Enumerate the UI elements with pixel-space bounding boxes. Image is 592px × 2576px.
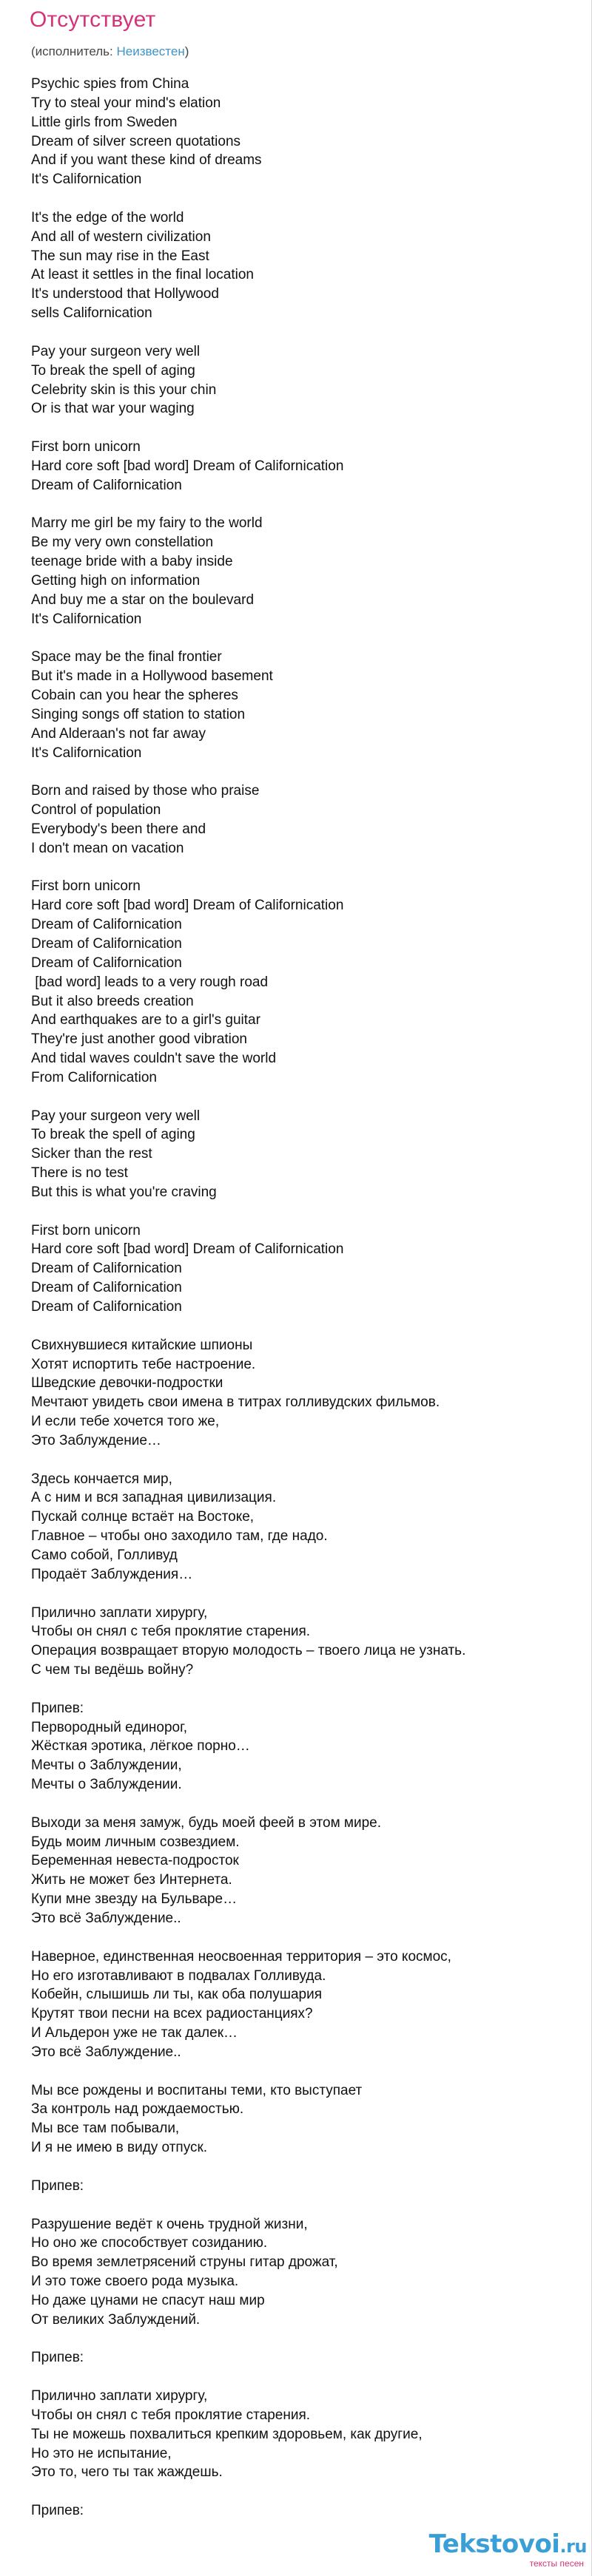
lyric-line: [31, 2062, 579, 2081]
lyric-line: Ты не можешь похвалиться крепким здоровьем, как другие,: [31, 2426, 423, 2442]
lyric-line: Продаёт Заблуждения…: [31, 1566, 193, 1582]
lyric-line: Hard core soft [bad word] Dream of Californication: [31, 898, 344, 914]
lyric-line: And if you want these kind of dreams: [31, 152, 262, 169]
lyric-line: Dream of Californication: [31, 1280, 182, 1296]
lyric-line: Celebrity skin is this your chin: [31, 382, 217, 398]
site-logo[interactable]: [429, 2531, 587, 2569]
lyric-line: It's Californication: [31, 172, 142, 188]
lyric-line: But it also breeds creation: [31, 993, 194, 1009]
lyric-line: sells Californication: [31, 305, 152, 322]
lyric-line: Мечты о Заблуждении,: [31, 1758, 182, 1774]
lyric-line: First born unicorn: [31, 439, 141, 455]
lyric-line: And buy me a star on the boulevard: [31, 592, 255, 608]
lyric-line: От великих Заблуждений.: [31, 2311, 201, 2328]
lyric-line: Getting high on information: [31, 572, 201, 589]
lyric-line: I don't mean on vacation: [31, 840, 184, 856]
lyric-line: It's the edge of the world: [31, 209, 184, 226]
lyric-line: It's understood that Hollywood: [31, 286, 219, 302]
lyric-line: Это Заблуждение…: [31, 1432, 161, 1448]
lyric-line: [31, 1451, 579, 1470]
lyric-line: [bad word] leads to a very rough road: [31, 974, 269, 990]
lyric-line: Операция возвращает вторую молодость – твоего лица не узнать.: [31, 1643, 466, 1659]
lyric-line: Psychic spies from China: [31, 76, 189, 92]
logo-wordmark: [429, 2531, 587, 2560]
lyric-line: [31, 858, 579, 878]
lyric-line: Мечты о Заблуждении.: [31, 1777, 182, 1793]
lyric-line: [31, 1202, 579, 1221]
lyric-line: Здесь кончается мир,: [31, 1471, 172, 1487]
lyric-line: [31, 1088, 579, 1107]
lyric-line: Прилично заплати хирургу,: [31, 2388, 208, 2404]
lyric-line: It's Californication: [31, 611, 142, 627]
logo-tagline: тексты песен: [529, 2558, 584, 2569]
lyric-line: [31, 1584, 579, 1604]
lyric-line: To break the spell of aging: [31, 1127, 195, 1143]
lyric-line: Во время землетрясений струны гитар дрожат,: [31, 2254, 338, 2271]
lyric-line: Жёсткая эротика, лёгкое порно…: [31, 1738, 250, 1755]
lyric-line: Припев:: [31, 2177, 84, 2194]
lyric-line: Мы все рождены и воспитаны теми, кто выступает: [31, 2082, 363, 2098]
lyric-line: Dream of Californication: [31, 477, 182, 493]
lyric-line: Everybody's been there and: [31, 821, 206, 837]
lyric-line: [31, 1680, 579, 1699]
lyric-line: And all of western civilization: [31, 228, 211, 245]
lyric-line: Но даже цунами не спасут наш мир: [31, 2292, 265, 2308]
lyric-line: Чтобы он снял с тебя проклятие старения.: [31, 2407, 311, 2423]
artist-link[interactable]: Неизвестен: [116, 44, 185, 58]
lyric-line: There is no test: [31, 1165, 128, 1182]
lyric-line: Control of population: [31, 802, 161, 818]
lyric-line: Кобейн, слышишь ли ты, как оба полушария: [31, 1987, 322, 2003]
lyric-line: [31, 1317, 579, 1336]
lyric-line: [31, 1928, 579, 1948]
lyric-line: Dream of Californication: [31, 935, 182, 952]
lyric-line: Главное – чтобы оно заходило там, где надо.: [31, 1528, 328, 1545]
lyric-line: First born unicorn: [31, 1222, 141, 1238]
lyric-line: Припев:: [31, 2503, 84, 2519]
lyric-line: Крутят твои песни на всех радиостанциях?: [31, 2006, 313, 2022]
lyric-line: [31, 2482, 579, 2501]
lyric-line: Пускай солнце встаёт на Востоке,: [31, 1509, 255, 1525]
lyric-line: Первородный единорог,: [31, 1719, 188, 1735]
lyric-line: И Альдерон уже не так далек…: [31, 2025, 238, 2041]
lyric-line: [31, 418, 579, 438]
lyric-line: [31, 189, 579, 209]
lyric-line: First born unicorn: [31, 878, 141, 895]
lyric-line: Marry me girl be my fairy to the world: [31, 515, 263, 532]
lyric-line: Беременная невеста-подросток: [31, 1853, 239, 1869]
lyric-line: За контроль над рождаемостью.: [31, 2101, 244, 2118]
lyric-line: Это всё Заблуждение..: [31, 1911, 181, 1926]
lyric-line: Little girls from Sweden: [31, 114, 178, 130]
lyric-line: Singing songs off station to station: [31, 706, 246, 722]
lyric-line: Мы все там побывали,: [31, 2121, 180, 2137]
lyric-line: Or is that war your waging: [31, 401, 195, 417]
lyric-line: Sicker than the rest: [31, 1146, 152, 1162]
song-title: Отсутствует: [30, 7, 156, 32]
lyric-line: И это тоже своего рода музыка.: [31, 2274, 239, 2290]
logo-name: Tekstovoi: [428, 2529, 560, 2559]
subtitle-suffix: ): [184, 44, 189, 58]
lyric-line: But this is what you're craving: [31, 1184, 217, 1200]
lyric-line: С чем ты ведёшь войну?: [31, 1662, 194, 1678]
lyric-line: Pay your surgeon very well: [31, 1108, 201, 1124]
lyric-line: [31, 762, 579, 782]
lyric-line: From Californication: [31, 1069, 157, 1085]
lyric-line: Space may be the final frontier: [31, 649, 222, 665]
lyric-line: [31, 2330, 579, 2349]
lyric-line: And earthquakes are to a girl's guitar: [31, 1012, 260, 1028]
lyric-line: Try to steal your mind's elation: [31, 95, 221, 111]
lyric-line: Чтобы он снял с тебя проклятие старения.: [31, 1624, 311, 1640]
lyric-line: Жить не может без Интернета.: [31, 1872, 232, 1888]
lyric-line: Born and raised by those who praise: [31, 783, 260, 799]
lyric-line: [31, 1794, 579, 1814]
lyric-line: Но его изготавливают в подвалах Голливуда.: [31, 1967, 326, 1984]
lyric-line: А с ним и вся западная цивилизация.: [31, 1490, 277, 1506]
lyric-line: Хотят испортить тебе настроение.: [31, 1356, 256, 1372]
lyric-line: Припев:: [31, 1700, 84, 1716]
lyric-line: Hard core soft [bad word] Dream of Californication: [31, 1241, 344, 1258]
lyric-line: Cobain can you hear the spheres: [31, 688, 238, 703]
lyric-line: [31, 495, 579, 515]
lyric-line: Припев:: [31, 2350, 84, 2366]
lyric-line: Be my very own constellation: [31, 535, 214, 551]
lyric-line: And tidal waves couldn't save the world: [31, 1051, 277, 1067]
lyric-line: Dream of silver screen quotations: [31, 133, 241, 149]
lyric-line: Разрушение ведёт к очень трудной жизни,: [31, 2216, 308, 2232]
lyric-line: At least it settles in the final location: [31, 267, 254, 283]
lyric-line: Будь моим личным созвездием.: [31, 1834, 240, 1850]
lyric-line: [31, 2196, 579, 2215]
lyric-line: Это то, чего ты так жаждешь.: [31, 2464, 223, 2481]
lyrics-text: [31, 75, 579, 2521]
lyric-line: [31, 323, 579, 342]
lyric-line: Но это не испытание,: [31, 2445, 172, 2461]
lyric-line: Это всё Заблуждение..: [31, 2044, 181, 2060]
lyric-line: They're just another good vibration: [31, 1031, 247, 1048]
lyric-line: Само собой, Голливуд: [31, 1547, 178, 1563]
lyric-line: teenage bride with a baby inside: [31, 554, 233, 570]
lyric-line: Dream of Californication: [31, 955, 182, 971]
lyric-line: [31, 2158, 579, 2177]
lyric-line: [31, 2367, 579, 2387]
logo-tld: .ru: [559, 2536, 587, 2557]
lyric-line: И я не имею в виду отпуск.: [31, 2140, 208, 2156]
subtitle-prefix: (исполнитель:: [31, 44, 117, 58]
lyric-line: Dream of Californication: [31, 917, 182, 933]
lyric-line: But it's made in a Hollywood basement: [31, 668, 273, 685]
lyric-line: Но оно же способствует созиданию.: [31, 2235, 268, 2251]
lyric-line: Наверное, единственная неосвоенная территория – это космос,: [31, 1948, 451, 1965]
lyric-line: Dream of Californication: [31, 1299, 182, 1315]
lyric-line: Мечтают увидеть свои имена в титрах голливудских фильмов.: [31, 1394, 440, 1411]
lyric-line: Прилично заплати хирургу,: [31, 1604, 208, 1621]
lyric-line: [31, 628, 579, 648]
lyric-line: Купи мне звезду на Бульваре…: [31, 1891, 238, 1908]
lyric-line: To break the spell of aging: [31, 362, 195, 379]
lyric-line: It's Californication: [31, 745, 142, 761]
lyric-line: И если тебе хочется того же,: [31, 1414, 220, 1430]
lyric-line: Pay your surgeon very well: [31, 343, 201, 359]
lyric-line: Шведские девочки-подростки: [31, 1375, 223, 1392]
lyric-line: The sun may rise in the East: [31, 248, 209, 264]
lyric-line: And Alderaan's not far away: [31, 725, 206, 742]
lyric-line: Hard core soft [bad word] Dream of Californication: [31, 458, 344, 474]
lyric-line: Выходи за меня замуж, будь моей феей в этом мире.: [31, 1814, 382, 1831]
song-subtitle: [31, 44, 189, 59]
lyric-line: Свихнувшиеся китайские шпионы: [31, 1337, 253, 1353]
lyric-line: Dream of Californication: [31, 1261, 182, 1277]
